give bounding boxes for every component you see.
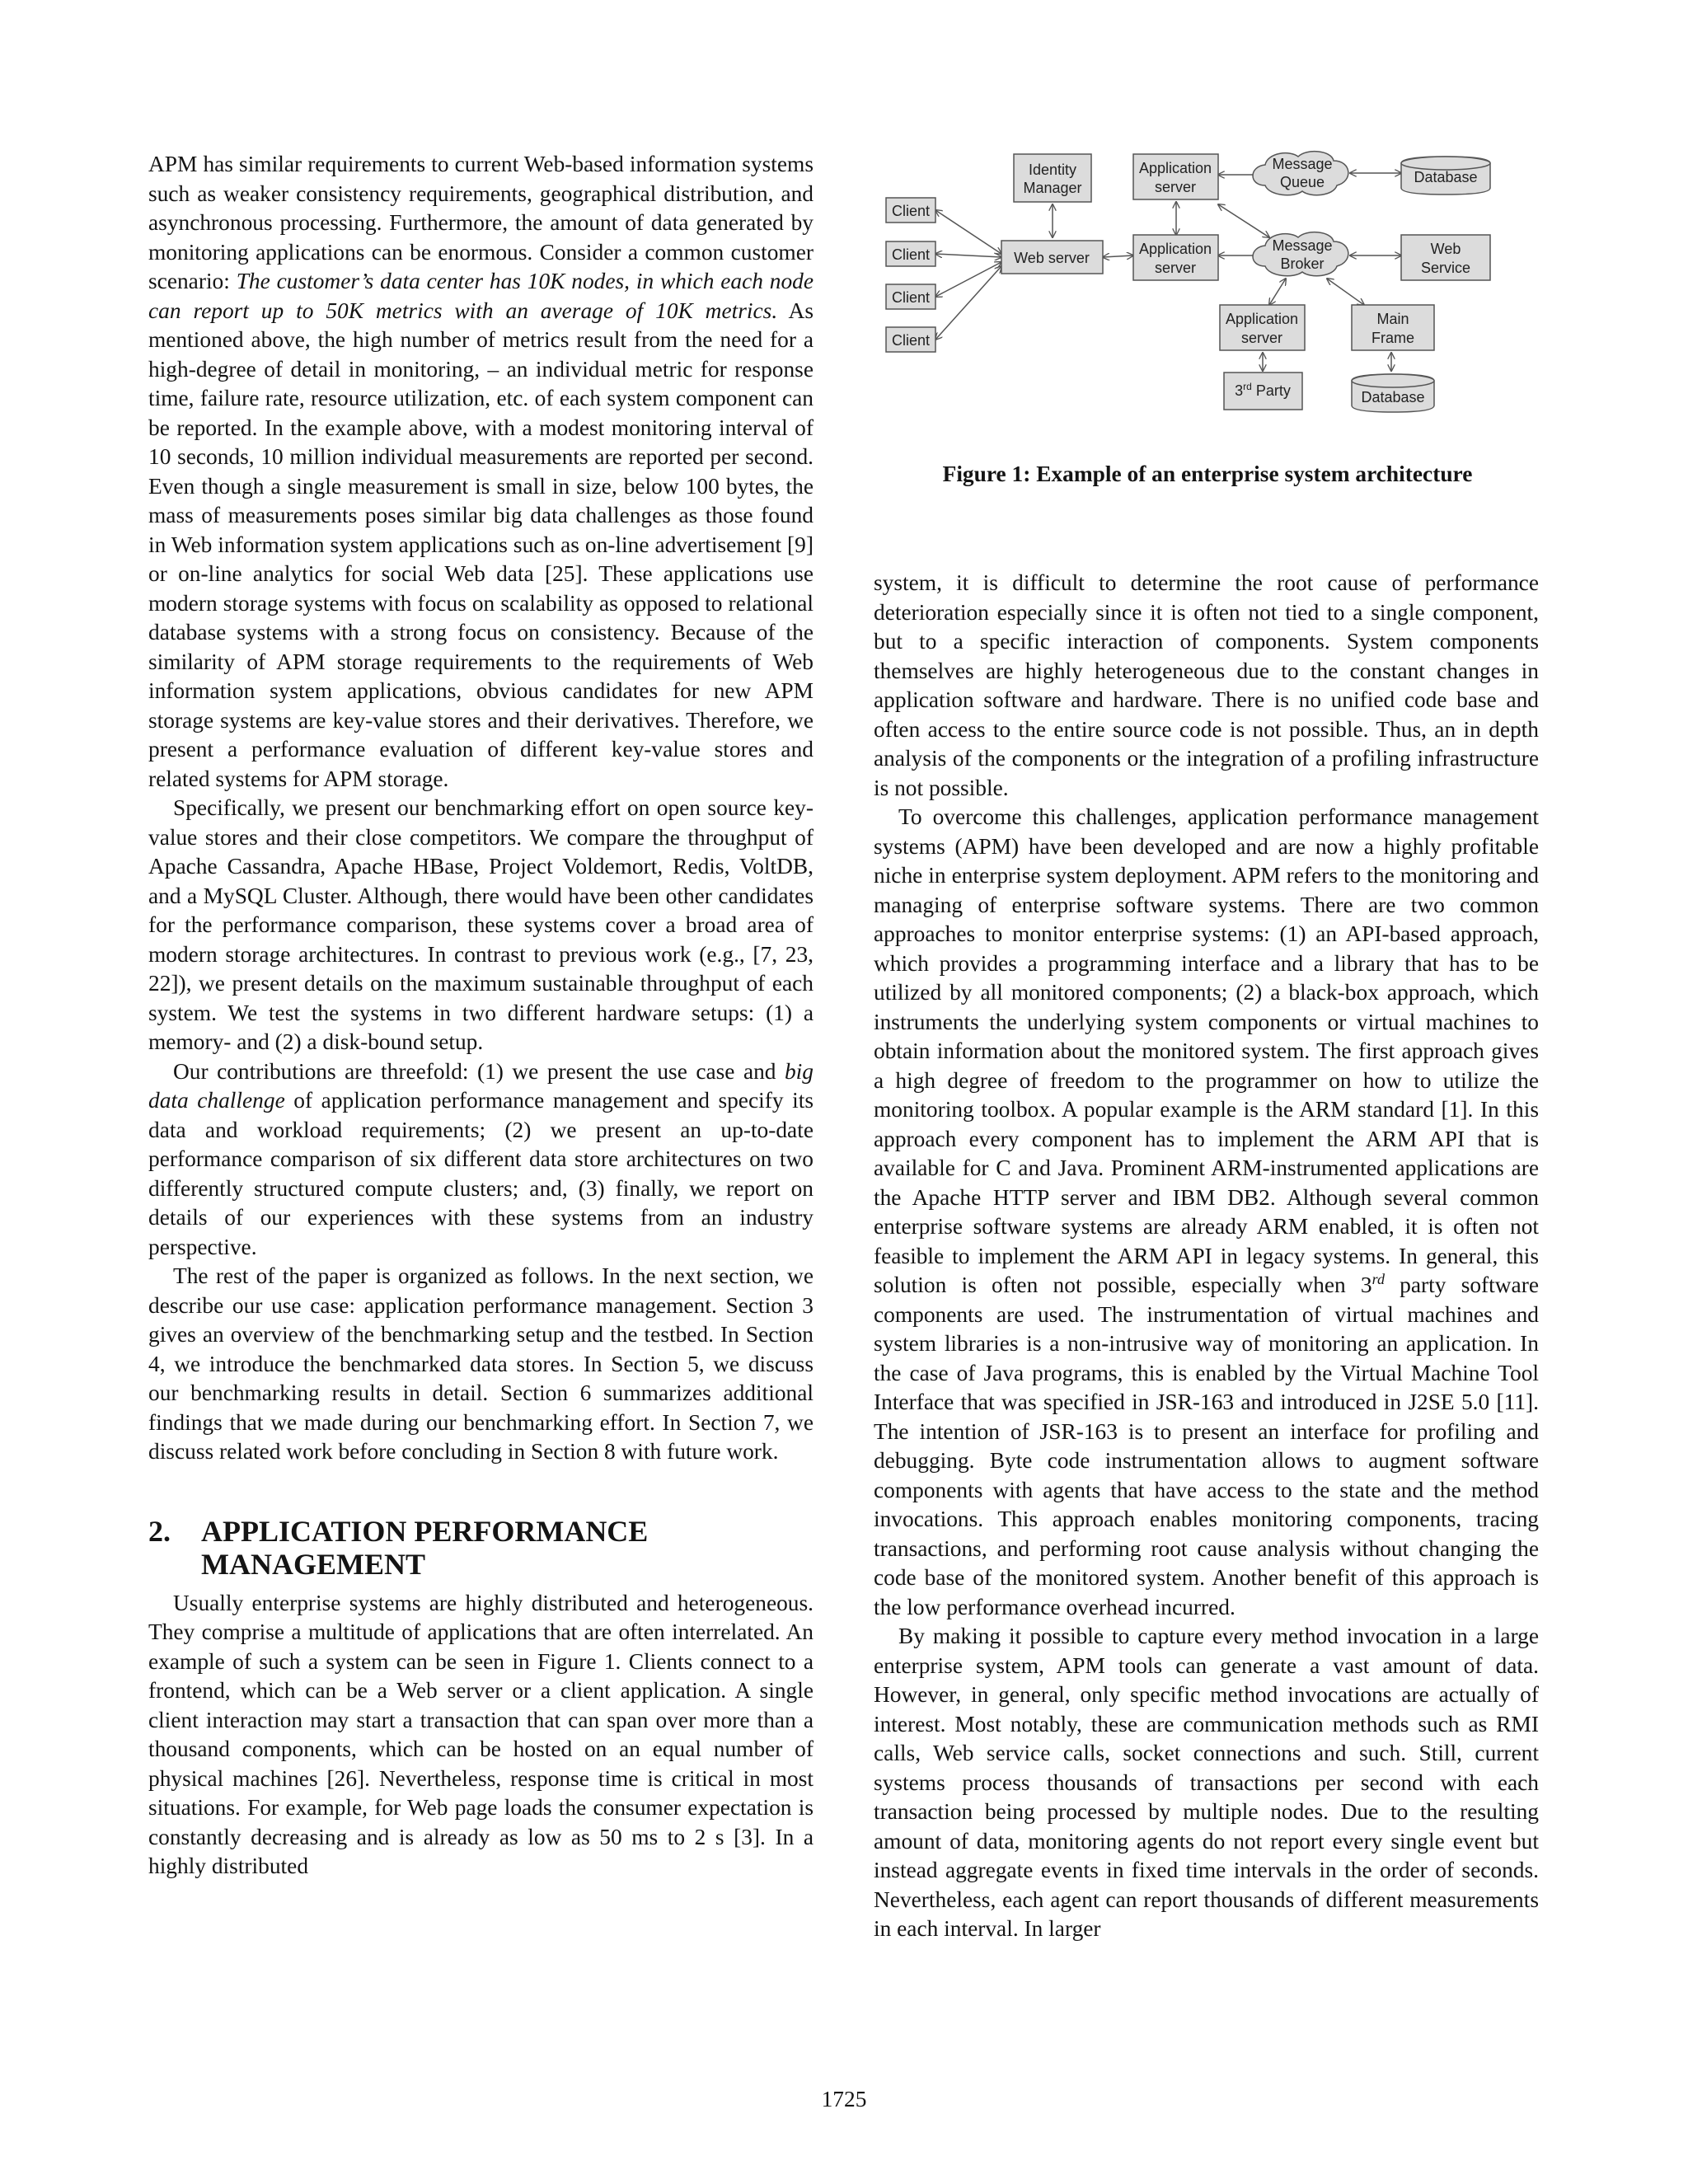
right-column <box>874 569 1539 1944</box>
paragraph: Usually enterprise systems are highly distributed and heterogeneous. They comprise a multitude of applications that are often interrelated. An example of such a system can be seen in Figure 1. Clients connect to a frontend, which can be a Web server or a client application. A single client interaction may start a transaction that can span over more than a thousand components, which can be hosted on an equal number of physical machines [26]. Nevertheless, response time is critical in most situations. For example, for Web page loads the consumer expectation is constantly decreasing and is already as low as 50 ms to 2 s [3]. In a highly distributed <box>148 1590 814 1878</box>
application-server-node <box>1220 305 1305 350</box>
paragraph: Our contributions are threefold: (1) we present the use case and big data challenge of application performance management and specify its data and workload requirements; (2) we present an up-to-date performance comparison of six different data store architectures on two differently structured compute clusters; and, (3) finally, we report on details of our experiences with these systems from an industry perspective. <box>148 1058 814 1259</box>
main-frame-node <box>1352 305 1434 350</box>
svg-text:Broker: Broker <box>1280 255 1325 272</box>
client-node <box>886 284 935 309</box>
section-number: 2. <box>148 1514 171 1548</box>
svg-text:Client: Client <box>891 203 931 219</box>
svg-text:Message: Message <box>1272 156 1333 172</box>
web-server-node <box>1001 241 1103 274</box>
application-server-node <box>1133 235 1218 280</box>
paragraph: Specifically, we present our benchmarking effort on open source key-value stores and their close competitors. We compare the throughput of Apache Cassandra, Apache HBase, Project Voldemort, Redis, VoltDB, and a MySQL Cluster. Although, there would have been other candidates for the performance comparison, these systems cover a broad area of modern storage architectures. In contrast to previous work (e.g., [7, 23, 22]), we present details on the maximum sustainable throughput of each system. We test the systems in two different hardware setups: (1) a memory- and (2) a disk-bound setup. <box>148 795 814 1054</box>
svg-text:Web server: Web server <box>1014 250 1090 266</box>
emphasized-text: The customer’s data center has 10K nodes, in which each node can report up to 50K metrics with an average of 10K metrics. <box>148 269 814 323</box>
svg-text:server: server <box>1240 330 1283 346</box>
svg-text:Database: Database <box>1361 389 1425 405</box>
client-node <box>886 198 935 223</box>
svg-text:Client: Client <box>891 289 931 306</box>
paragraph: system, it is difficult to determine the root cause of performance deterioration especially since it is often not tied to a single component, but to a specific interaction of components. System components themselves are highly heterogeneous due to the constant changes in application software and hardware. There is no unified code base and often access to the entire source code is not possible. Thus, an in depth analysis of the components or the integration of a profiling infrastructure is not possible. <box>874 570 1539 800</box>
svg-text:Manager: Manager <box>1023 180 1082 196</box>
section-heading <box>148 1515 814 1581</box>
svg-text:Message: Message <box>1272 237 1333 254</box>
svg-text:3rd Party: 3rd Party <box>1235 381 1291 399</box>
client-node <box>886 327 935 352</box>
figure-caption: Figure 1: Example of an enterprise system architecture <box>942 462 1473 486</box>
database-node <box>1401 157 1490 194</box>
web-service-node <box>1401 235 1490 280</box>
page-number: 1725 <box>821 2087 867 2111</box>
message-broker-node <box>1253 232 1348 276</box>
svg-text:Application: Application <box>1138 160 1212 176</box>
svg-text:Queue: Queue <box>1279 174 1325 190</box>
database-node <box>1352 374 1434 412</box>
identity-manager-node <box>1014 154 1091 202</box>
svg-text:Service: Service <box>1420 260 1471 276</box>
svg-text:server: server <box>1154 260 1197 276</box>
message-queue-node <box>1253 152 1348 195</box>
application-server-node <box>1133 154 1218 199</box>
svg-text:Application: Application <box>1225 311 1299 327</box>
paragraph: By making it possible to capture every method invocation in a large enterprise system, APM tools can generate a vast amount of data. However, in general, only specific method invocations are actually of interest. Most notably, these are communication methods such as RMI calls, Web service calls, socket connections and such. Still, current systems process thousands of transactions per second with each transaction being processed by multiple nodes. Due to the resulting amount of data, monitoring agents do not report every single event but instead aggregate events in fixed time intervals in the order of seconds. Nevertheless, each agent can report thousands of different measurements in each interval. In larger <box>874 1624 1539 1941</box>
paragraph: The rest of the paper is organized as follows. In the next section, we describe our use case: application performance management. Section 3 gives an overview of the benchmarking setup and the testbed. In Section 4, we introduce the benchmarked data stores. In Section 5, we discuss our benchmarking results in detail. Section 6 summarizes additional findings that we made during our benchmarking effort. In Section 7, we discuss related work before concluding in Section 8 with future work. <box>148 1263 814 1464</box>
paragraph: To overcome this challenges, application performance management systems (APM) have been developed and are now a highly profitable niche in enterprise system deployment. APM refers to the monitoring and managing of enterprise software systems. There are two common approaches to monitor enterprise systems: (1) an API-based approach, which provides a programming interface and a library that has to be utilized by all monitored components; (2) a black-box approach, which instruments the underlying system components or virtual machines to obtain information about the monitored system. The first approach gives a high degree of freedom to the programmer on how to utilize the monitoring toolbox. A popular example is the ARM standard [1]. In this approach every component has to implement the ARM API that is available for C and Java. Prominent ARM-instrumented applications are the Apache HTTP server and IBM DB2. Although several common enterprise software systems are already ARM enabled, it is often not feasible to implement the ARM API in legacy systems. In general, this solution is often not possible, especially when 3rd party software components are used. The instrumentation of virtual machines and system libraries is a non-intrusive way of monitoring an application. In the case of Java programs, this is enabled by the Virtual Machine Tool Interface that was specified in JSR-163 and introduced in J2SE 5.0 [11]. The intention of JSR-163 is to present an interface for profiling and debugging. Byte code instrumentation allows to augment software components with agents that have access to the state and the method invocations. This approach enables monitoring components, tracing transactions, and performing root cause analysis without changing the code base of the monitored system. Another benefit of this approach is the low performance overhead incurred. <box>874 804 1539 1619</box>
svg-text:Database: Database <box>1414 169 1478 185</box>
paragraph: APM has similar requirements to current Web-based information systems such as weaker consistency requirements, geographical distribution, and asynchronous processing. Furthermore, the amount of data generated by monitoring applications can be enormous. Consider a common customer scenario: The customer’s data center has 10K nodes, in which each node can report up to 50K metrics with an average of 10K metrics. As mentioned above, the high number of metrics result from the need for a high-degree of detail in monitoring, – an individual metric for response time, failure rate, resource utilization, etc. of each system component can be reported. In the example above, with a modest monitoring interval of 10 seconds, 10 million individual measurements are reported per second. Even though a single measurement is small in size, below 100 bytes, the mass of measurements poses similar big data challenges as those found in Web information system applications such as on-line advertisement [9] or on-line analytics for social Web data [25]. These applications use modern storage systems with focus on scalability as opposed to relational database systems with a strong focus on consistency. Because of the similarity of APM storage requirements to the requirements of Web information system applications, obvious candidates for new APM storage systems are key-value stores and their derivatives. Therefore, we present a performance evaluation of different key-value stores and related systems for APM storage. <box>148 152 814 791</box>
svg-text:Application: Application <box>1138 241 1212 257</box>
emphasized-text: big data challenge <box>148 1058 814 1113</box>
left-column <box>148 150 814 1882</box>
svg-text:Main: Main <box>1376 311 1409 327</box>
architecture-diagram <box>882 148 1541 429</box>
svg-text:Client: Client <box>891 246 931 263</box>
svg-text:server: server <box>1154 179 1197 195</box>
third-party-node <box>1224 373 1302 410</box>
svg-text:Identity: Identity <box>1028 162 1077 178</box>
svg-text:Frame: Frame <box>1371 330 1415 346</box>
superscript: rd <box>1372 1270 1385 1287</box>
svg-text:Web: Web <box>1430 241 1461 257</box>
client-node <box>886 241 935 266</box>
svg-text:Client: Client <box>891 332 931 349</box>
section-title: APPLICATION PERFORMANCE MANAGEMENT <box>201 1514 649 1581</box>
